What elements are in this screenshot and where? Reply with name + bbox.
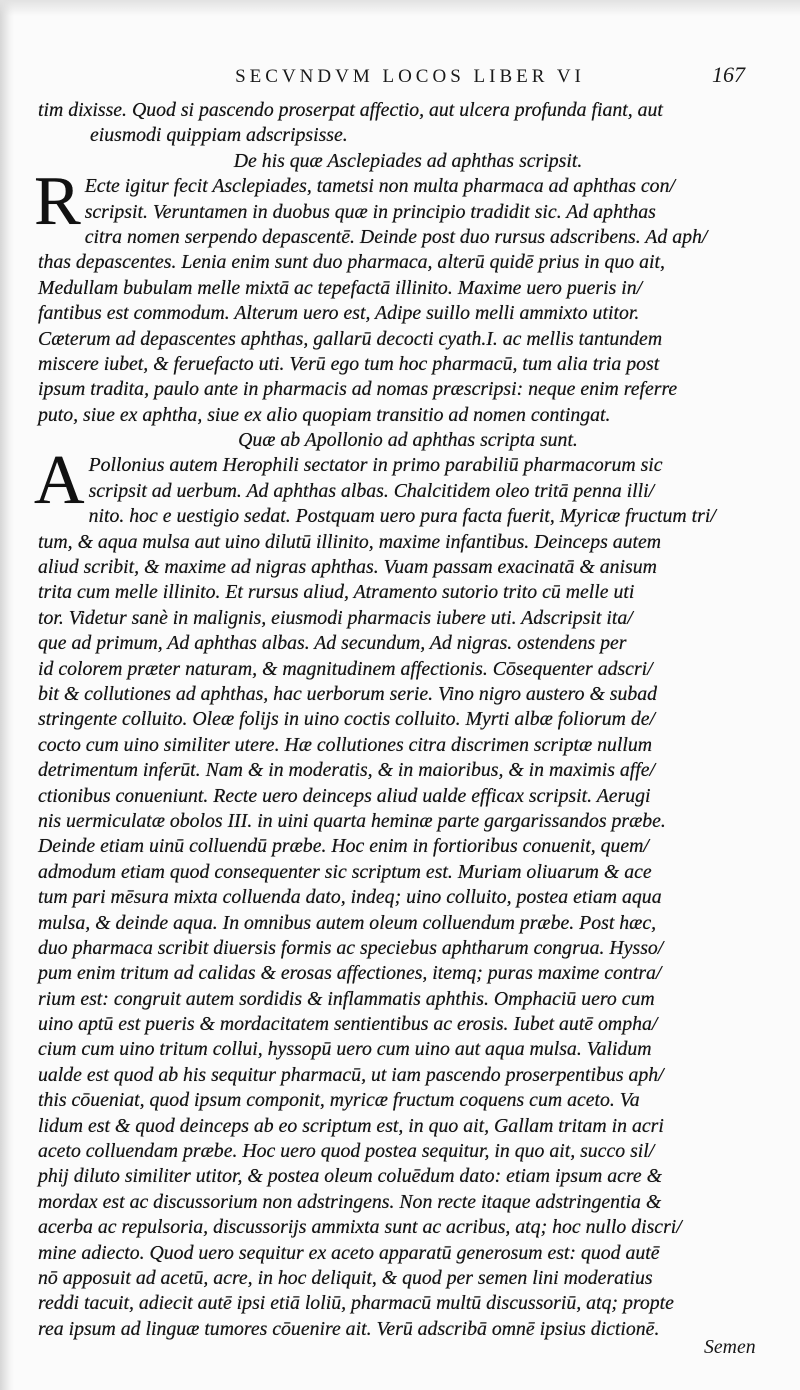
text-line: this cōueniat, quod ipsum componit, myricæ fructum coquens cum aceto. Va (38, 1089, 640, 1112)
text-line: miscere iubet, & feruefacto uti. Verū ego tum hoc pharmacū, tum alia tria post (38, 352, 660, 375)
scan-shadow-left (0, 0, 14, 1390)
text-line: mordax est ac discussorium non adstringens. Non recte itaque adstringentia & (38, 1190, 662, 1213)
running-head: SECVNDVM LOCOS LIBER VI (235, 66, 585, 87)
text-line: mulsa, & deinde aqua. In omnibus autem oleum colluendum præbe. Post hæc, (38, 911, 657, 934)
text-line: Medullam bubulam melle mixtā ac tepefactā illinito. Maxime uero pueris in/ (38, 276, 643, 299)
text-line: nito. hoc e uestigio sedat. Postquam uero pura facta fuerit, Myricæ fructum tri/ (88, 505, 716, 528)
section-heading: De his quæ Asclepiades ad aphthas scripsit. (233, 149, 583, 172)
text-line: tum pari mēsura mixta colluenda dato, indeq; uino colluito, postea etiam aqua (38, 886, 662, 909)
text-line: nis uermiculatæ obolos III. in uini quarta heminæ parte gargarissandos præbe. (38, 809, 666, 832)
drop-capital: R (34, 163, 81, 241)
text-line: phij diluto similiter utitor, & postea oleum coluēdum dato: etiam ipsum acre & (38, 1165, 662, 1188)
text-line: id colorem præter naturam, & magnitudinem affectionis. Cōsequenter adscri/ (38, 657, 653, 680)
text-line: ipsum tradita, paulo ante in pharmacis ad nomas præscripsi: neque enim referre (38, 378, 678, 401)
text-line: detrimentum inferūt. Nam & in moderatis, & in maioribus, & in maximis affe/ (38, 759, 656, 782)
text-line: trita cum melle illinito. Et rursus aliud, Atramento sutorio trito cū melle uti (38, 581, 635, 604)
text-line: cium cum uino tritum collui, hyssopū uero cum uino aut aqua mulsa. Validum (38, 1038, 652, 1061)
text-line: scripsit ad uerbum. Ad aphthas albas. Chalcitidem oleo tritā penna illi/ (88, 479, 655, 502)
text-line: Ecte igitur fecit Asclepiades, tametsi non multa pharmaca ad aphthas con/ (84, 175, 675, 198)
page-number: 167 (712, 62, 745, 87)
section-heading: Quæ ab Apollonio ad aphthas scripta sunt. (238, 429, 578, 452)
text-line: que ad primum, Ad aphthas albas. Ad secundum, Ad nigras. ostendens per (38, 632, 627, 655)
catchword: Semen (704, 1336, 756, 1358)
text-line: scripsit. Veruntamen in duobus quæ in principio tradidit sic. Ad aphthas (84, 200, 656, 223)
text-line: stringente colluito. Oleæ folijs in uino coctis colluito. Myrti albæ foliorum de/ (38, 708, 656, 731)
text-line: cocto cum uino similiter utere. Hæ collutiones citra discrimen scriptæ nullum (38, 733, 653, 756)
text-line: fantibus est commodum. Alterum uero est, Adipe suillo melli ammixto utitor. (38, 302, 640, 325)
text-line: tum, & aqua mulsa aut uino dilutū illinito, maxime infantibus. Deinceps autem (38, 530, 662, 553)
text-line: tor. Videtur sanè in malignis, eiusmodi pharmacis iubere uti. Adscripsit ita/ (38, 606, 633, 629)
text-line: mine adiecto. Quod uero sequitur ex aceto apparatū generosum est: quod autē (38, 1241, 660, 1264)
text-line: pum enim tritum ad calidas & erosas affectiones, itemq; puras maxime contra/ (38, 962, 662, 985)
paragraph-asclepiades (34, 163, 778, 428)
text-line: reddi tacuit, adiecit autē ipsi etiā loliū, pharmacū multū discussoriū, atq; propte (38, 1292, 674, 1315)
text-line: tim dixisse. Quod si pascendo proserpat affectio, aut ulcera profunda fiant, aut (38, 99, 663, 121)
drop-capital: A (34, 442, 85, 520)
text-line: duo pharmaca scribit diuersis formis ac speciebus aphtharum congrua. Hysso/ (38, 936, 664, 959)
text-line: thas depascentes. Lenia enim sunt duo pharmaca, alterū quidē prius in quo ait, (38, 251, 665, 274)
text-line: ctionibus conueniunt. Recte uero deinceps aliud ualde efficax scripsit. Aerugi (38, 784, 651, 807)
text-line: Deinde etiam uinū colluendū præbe. Hoc enim in fortioribus conuenit, quem/ (38, 835, 649, 858)
text-line: admodum etiam quod consequenter sic scriptum est. Muriam oliuarum & ace (38, 860, 652, 883)
text-line: Pollonius autem Herophili sectator in primo parabiliū pharmacorum sic (88, 454, 663, 477)
text-line: puto, siue ex aphtha, siue ex alio quopiam transitio ad nomen contingat. (38, 403, 611, 426)
text-line: eiusmodi quippiam adscripsisse. (90, 124, 348, 147)
text-line: ualde est quod ab his sequitur pharmacū, ut iam pascendo proserpentibus aph/ (38, 1063, 664, 1086)
text-line: citra nomen serpendo depascentē. Deinde post duo rursus adscribens. Ad aph/ (84, 225, 708, 248)
text-line: acerba ac repulsoria, discussorijs ammixta sunt ac acribus, atq; hoc nullo discri/ (38, 1216, 682, 1239)
text-line: uino aptū est pueris & mordacitatem sentientibus ac erosis. Iubet autē ompha/ (38, 1013, 658, 1036)
text-line: rea ipsum ad linguæ tumores cōuenire ait. Verū adscribā omnē ipsius dictionē. (38, 1317, 660, 1340)
text-line: lidum est & quod deinceps ab eo scriptum est, in quo ait, Gallam tritam in acri (38, 1114, 664, 1137)
text-line: bit & collutiones ad aphthas, hac uerborum serie. Vino nigro austero & subad (38, 682, 658, 705)
text-line: aceto colluendam præbe. Hoc uero quod postea sequitur, in quo ait, succo sil/ (38, 1140, 655, 1163)
text-line: aliud scribit, & maxime ad nigras aphthas. Vuam passam exacinatā & anisum (38, 556, 657, 579)
scan-shadow-top (0, 0, 800, 16)
text-line: Cæterum ad depascentes aphthas, gallarū decocti cyath.I. ac mellis tantundem (38, 327, 663, 350)
text-line: nō apposuit ad acetū, acre, in hoc deliquit, & quod per semen lini moderatius (38, 1266, 653, 1289)
text-line: rium est: congruit autem sordidis & inflammatis aphthis. Omphaciū uero cum (38, 987, 655, 1010)
paragraph-apollonius (34, 442, 778, 1342)
main-text (34, 98, 778, 1342)
